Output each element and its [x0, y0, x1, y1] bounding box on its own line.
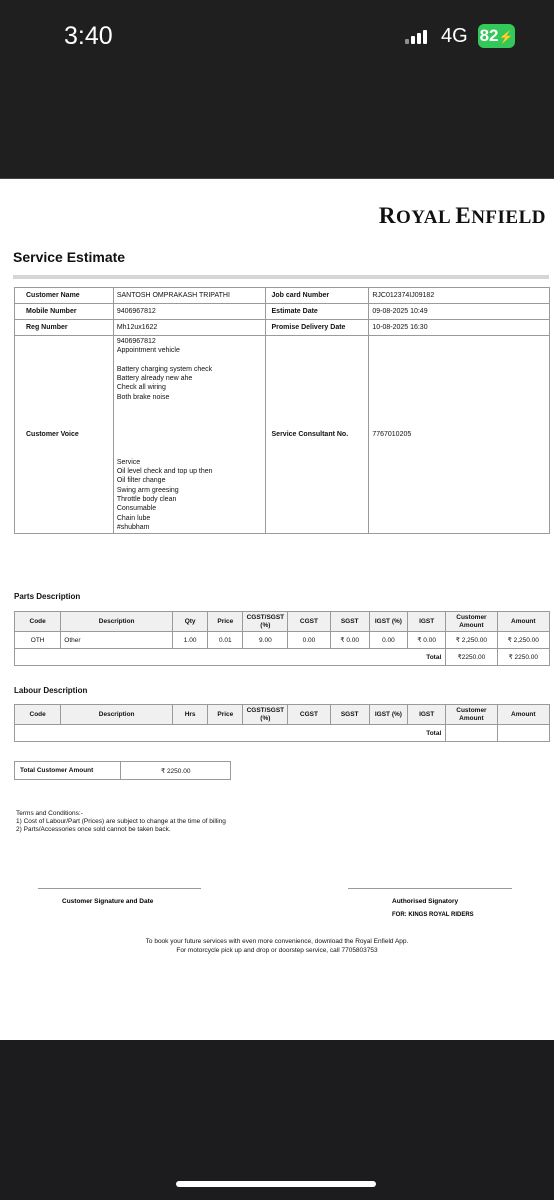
signal-strength-icon — [405, 28, 435, 44]
footer-line-1: To book your future services with even more convenience, download the Royal Enfield App. — [145, 938, 409, 945]
col-cgst-sgst-pct: CGST/SGST (%) — [243, 612, 288, 632]
footer-line-2: For motorcycle pick up and drop or doorstep service, call 7705803753 — [176, 947, 378, 954]
dealer-name: FOR: KINGS ROYAL RIDERS — [392, 912, 474, 918]
mobile-label: Mobile Number — [15, 304, 114, 320]
labour-table — [14, 704, 550, 742]
job-card-label: Job card Number — [265, 288, 369, 304]
table-cell: 9.00 — [243, 632, 288, 649]
job-card-value: RJC012374IJ09182 — [369, 288, 550, 304]
parts-total-row — [15, 649, 550, 666]
bottom-background — [0, 1040, 554, 1200]
table-cell: Total — [15, 725, 446, 742]
labour-total-row — [15, 725, 550, 742]
table-cell: 1.00 — [173, 632, 208, 649]
col-price: Price — [208, 612, 243, 632]
table-cell: 0.01 — [208, 632, 243, 649]
page-title: Service Estimate — [13, 249, 126, 265]
terms-and-conditions: Terms and Conditions:- 1) Cost of Labour/Part (Prices) are subject to change at the time of billing 2) Parts/Accessories once sold cannot be taken back. — [16, 810, 226, 834]
col-igst-pct: IGST (%) — [369, 612, 407, 632]
table-cell: OTH — [15, 632, 61, 649]
total-customer-amount-value: ₹ 2250.00 — [121, 762, 231, 780]
table-cell: 0.00 — [288, 632, 330, 649]
col-description: Description — [61, 705, 173, 725]
table-cell — [113, 336, 265, 534]
table-cell — [497, 725, 549, 742]
estimate-date-value: 09-08-2025 10:49 — [369, 304, 550, 320]
col-cgst: CGST — [288, 705, 330, 725]
col-customer-amount: Customer Amount — [446, 705, 497, 725]
col-qty: Qty — [173, 612, 208, 632]
table-cell: ₹ 0.00 — [330, 632, 369, 649]
customer-signature-line — [38, 888, 201, 889]
table-cell — [446, 725, 497, 742]
promise-date-value: 10-08-2025 16:30 — [369, 320, 550, 336]
col-igst-pct: IGST (%) — [369, 705, 407, 725]
total-customer-amount-table — [14, 761, 231, 780]
mobile-value: 9406967812 — [113, 304, 265, 320]
parts-heading: Parts Description — [14, 592, 81, 601]
title-divider — [13, 275, 549, 279]
reg-number-label: Reg Number — [15, 320, 114, 336]
col-code: Code — [15, 612, 61, 632]
reg-number-value: Mh12ux1622 — [113, 320, 265, 336]
col-sgst: SGST — [330, 612, 369, 632]
table-cell: ₹ 0.00 — [408, 632, 446, 649]
customer-signature-label: Customer Signature and Date — [62, 898, 154, 905]
customer-name-label: Customer Name — [15, 288, 114, 304]
table-row — [15, 632, 550, 649]
table-cell: Other — [61, 632, 173, 649]
col-cgst-sgst-pct: CGST/SGST (%) — [243, 705, 288, 725]
home-indicator[interactable] — [176, 1181, 376, 1187]
estimate-document — [0, 178, 554, 1040]
col-igst: IGST — [408, 705, 446, 725]
customer-info-table — [14, 287, 550, 534]
customer-name-value: SANTOSH OMPRAKASH TRIPATHI — [113, 288, 265, 304]
authorised-signature-line — [348, 888, 512, 889]
parts-table — [14, 611, 550, 666]
col-customer-amount: Customer Amount — [446, 612, 497, 632]
col-code: Code — [15, 705, 61, 725]
royal-enfield-logo: ROYAL ENFIELD — [378, 203, 546, 228]
labour-heading: Labour Description — [14, 686, 88, 695]
table-cell: ₹ 2250.00 — [497, 649, 549, 666]
status-bar — [0, 0, 554, 178]
col-description: Description — [61, 612, 173, 632]
col-price: Price — [208, 705, 243, 725]
battery-icon: 82⚡ — [478, 24, 515, 48]
customer-voice-label: Customer Voice — [15, 336, 114, 534]
table-cell: ₹2250.00 — [446, 649, 497, 666]
battery-level: 82 — [479, 26, 499, 45]
col-igst: IGST — [408, 612, 446, 632]
status-time: 3:40 — [64, 22, 113, 50]
col-sgst: SGST — [330, 705, 369, 725]
estimate-date-label: Estimate Date — [265, 304, 369, 320]
table-cell: ₹ 2,250.00 — [497, 632, 549, 649]
col-amount: Amount — [497, 705, 549, 725]
col-cgst: CGST — [288, 612, 330, 632]
table-cell: Total — [15, 649, 446, 666]
promise-date-label: Promise Delivery Date — [265, 320, 369, 336]
network-type: 4G — [441, 25, 468, 47]
authorised-signatory-label: Authorised Signatory — [392, 898, 459, 905]
col-hrs: Hrs — [173, 705, 208, 725]
consultant-value: 7767010205 — [369, 336, 550, 534]
table-cell: ₹ 2,250.00 — [446, 632, 497, 649]
total-customer-amount-label: Total Customer Amount — [15, 762, 121, 780]
customer-voice-text: 9406967812 Appointment vehicle Battery charging system check Battery already new ahe Check all wiring Both brake noise Service Oil level check and top up then Oil filter change Swing arm greesing Throttle body clean Consumable Chain lube #shubham — [116, 338, 213, 531]
table-cell: 0.00 — [369, 632, 407, 649]
col-amount: Amount — [497, 612, 549, 632]
consultant-label: Service Consultant No. — [265, 336, 369, 534]
